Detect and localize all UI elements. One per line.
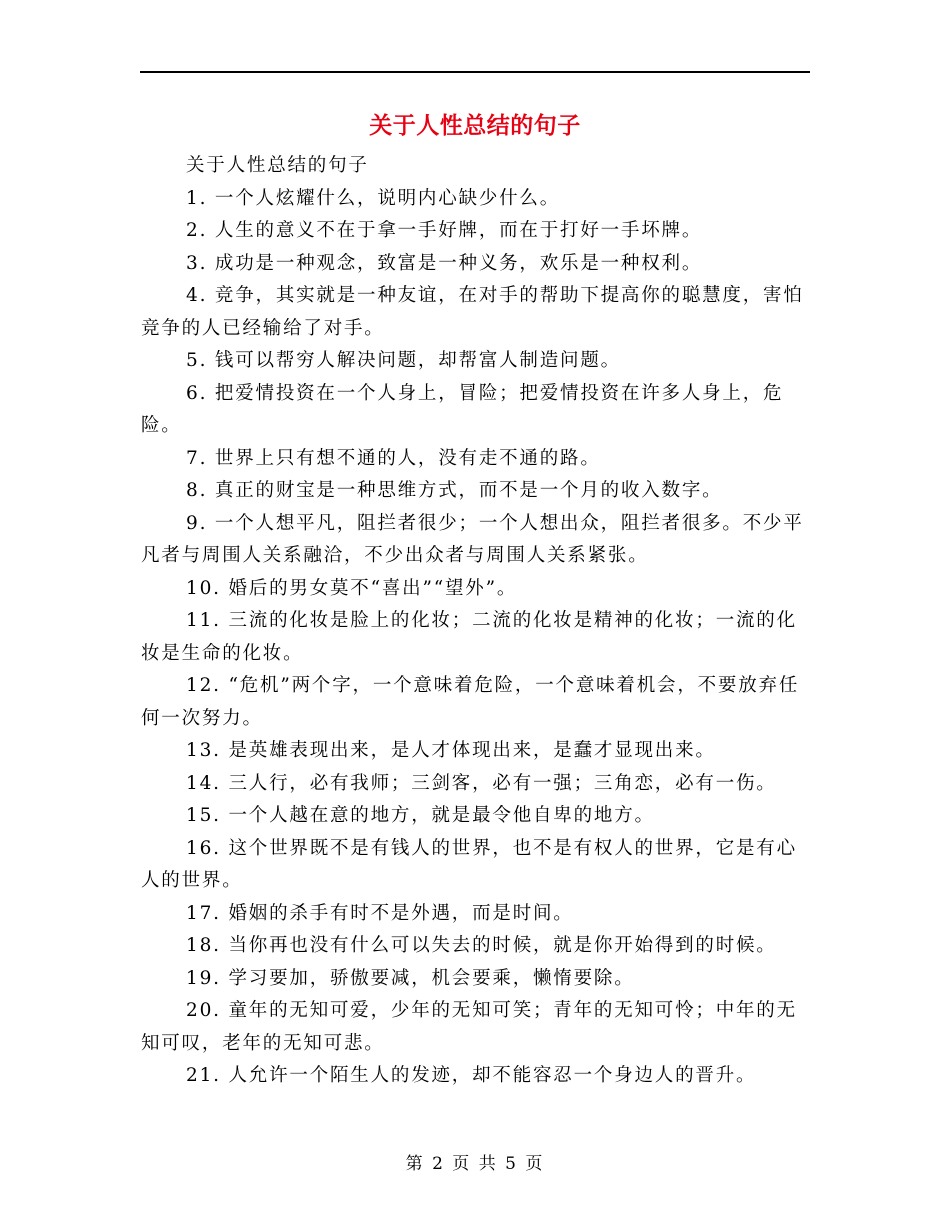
paragraph-item-6: 6. 把爱情投资在一个人身上，冒险；把爱情投资在许多人身上，危险。 xyxy=(141,382,784,436)
document-body xyxy=(141,150,809,1093)
header-rule xyxy=(140,71,810,73)
paragraph-item-9: 9. 一个人想平凡，阻拦者很少；一个人想出众，阻拦者很多。不少平凡者与周围人关系融洽，不少出众者与周围人关系紧张。 xyxy=(141,512,804,566)
paragraph-item-5: 5. 钱可以帮穷人解决问题，却帮富人制造问题。 xyxy=(186,350,621,371)
paragraph-item-21: 21. 人允许一个陌生人的发迹，却不能容忍一个身边人的晋升。 xyxy=(186,1065,757,1086)
paragraph-item-4: 4. 竞争，其实就是一种友谊，在对手的帮助下提高你的聪慧度，害怕竞争的人已经输给了对手。 xyxy=(141,285,804,339)
paragraph-item-14: 14. 三人行，必有我师；三剑客，必有一强；三角恋，必有一伤。 xyxy=(186,772,777,794)
paragraph-item-1: 1. 一个人炫耀什么，说明内心缺少什么。 xyxy=(186,187,561,209)
paragraph-item-15: 15. 一个人越在意的地方，就是最令他自卑的地方。 xyxy=(186,805,655,826)
paragraph-item-12: 12. “危机”两个字，一个意味着危险，一个意味着机会，不要放弃任何一次努力。 xyxy=(141,675,800,729)
paragraph-item-7: 7. 世界上只有想不通的人，没有走不通的路。 xyxy=(186,447,601,469)
paragraph-item-17: 17. 婚姻的杀手有时不是外遇，而是时间。 xyxy=(186,902,574,924)
paragraph-item-2: 2. 人生的意义不在于拿一手好牌，而在于打好一手坏牌。 xyxy=(186,220,703,241)
paragraph-item-10: 10. 婚后的男女莫不“喜出”“望外”。 xyxy=(186,577,518,599)
paragraph-item-13: 13. 是英雄表现出来，是人才体现出来，是蠢才显现出来。 xyxy=(186,740,716,761)
page-footer: 第 2 页 共 5 页 xyxy=(405,1154,545,1174)
paragraph-item-8: 8. 真正的财宝是一种思维方式，而不是一个月的收入数字。 xyxy=(186,480,723,501)
paragraph-item-18: 18. 当你再也没有什么可以失去的时候，就是你开始得到的时候。 xyxy=(186,935,777,956)
paragraph-item-20: 20. 童年的无知可爱，少年的无知可笑；青年的无知可怜；中年的无知可叹，老年的无知可悲。 xyxy=(141,1000,797,1054)
paragraph-item-3: 3. 成功是一种观念，致富是一种义务，欢乐是一种权利。 xyxy=(186,252,703,274)
paragraph-item-19: 19. 学习要加，骄傲要减，机会要乘，懒惰要除。 xyxy=(186,967,635,989)
paragraph-item-11: 11. 三流的化妆是脸上的化妆；二流的化妆是精神的化妆；一流的化妆是生命的化妆。 xyxy=(141,610,797,664)
paragraph-item-16: 16. 这个世界既不是有钱人的世界，也不是有权人的世界，它是有心人的世界。 xyxy=(141,837,797,891)
paragraph-subtitle: 关于人性总结的句子 xyxy=(186,155,369,176)
document-title: 关于人性总结的句子 xyxy=(369,112,581,139)
